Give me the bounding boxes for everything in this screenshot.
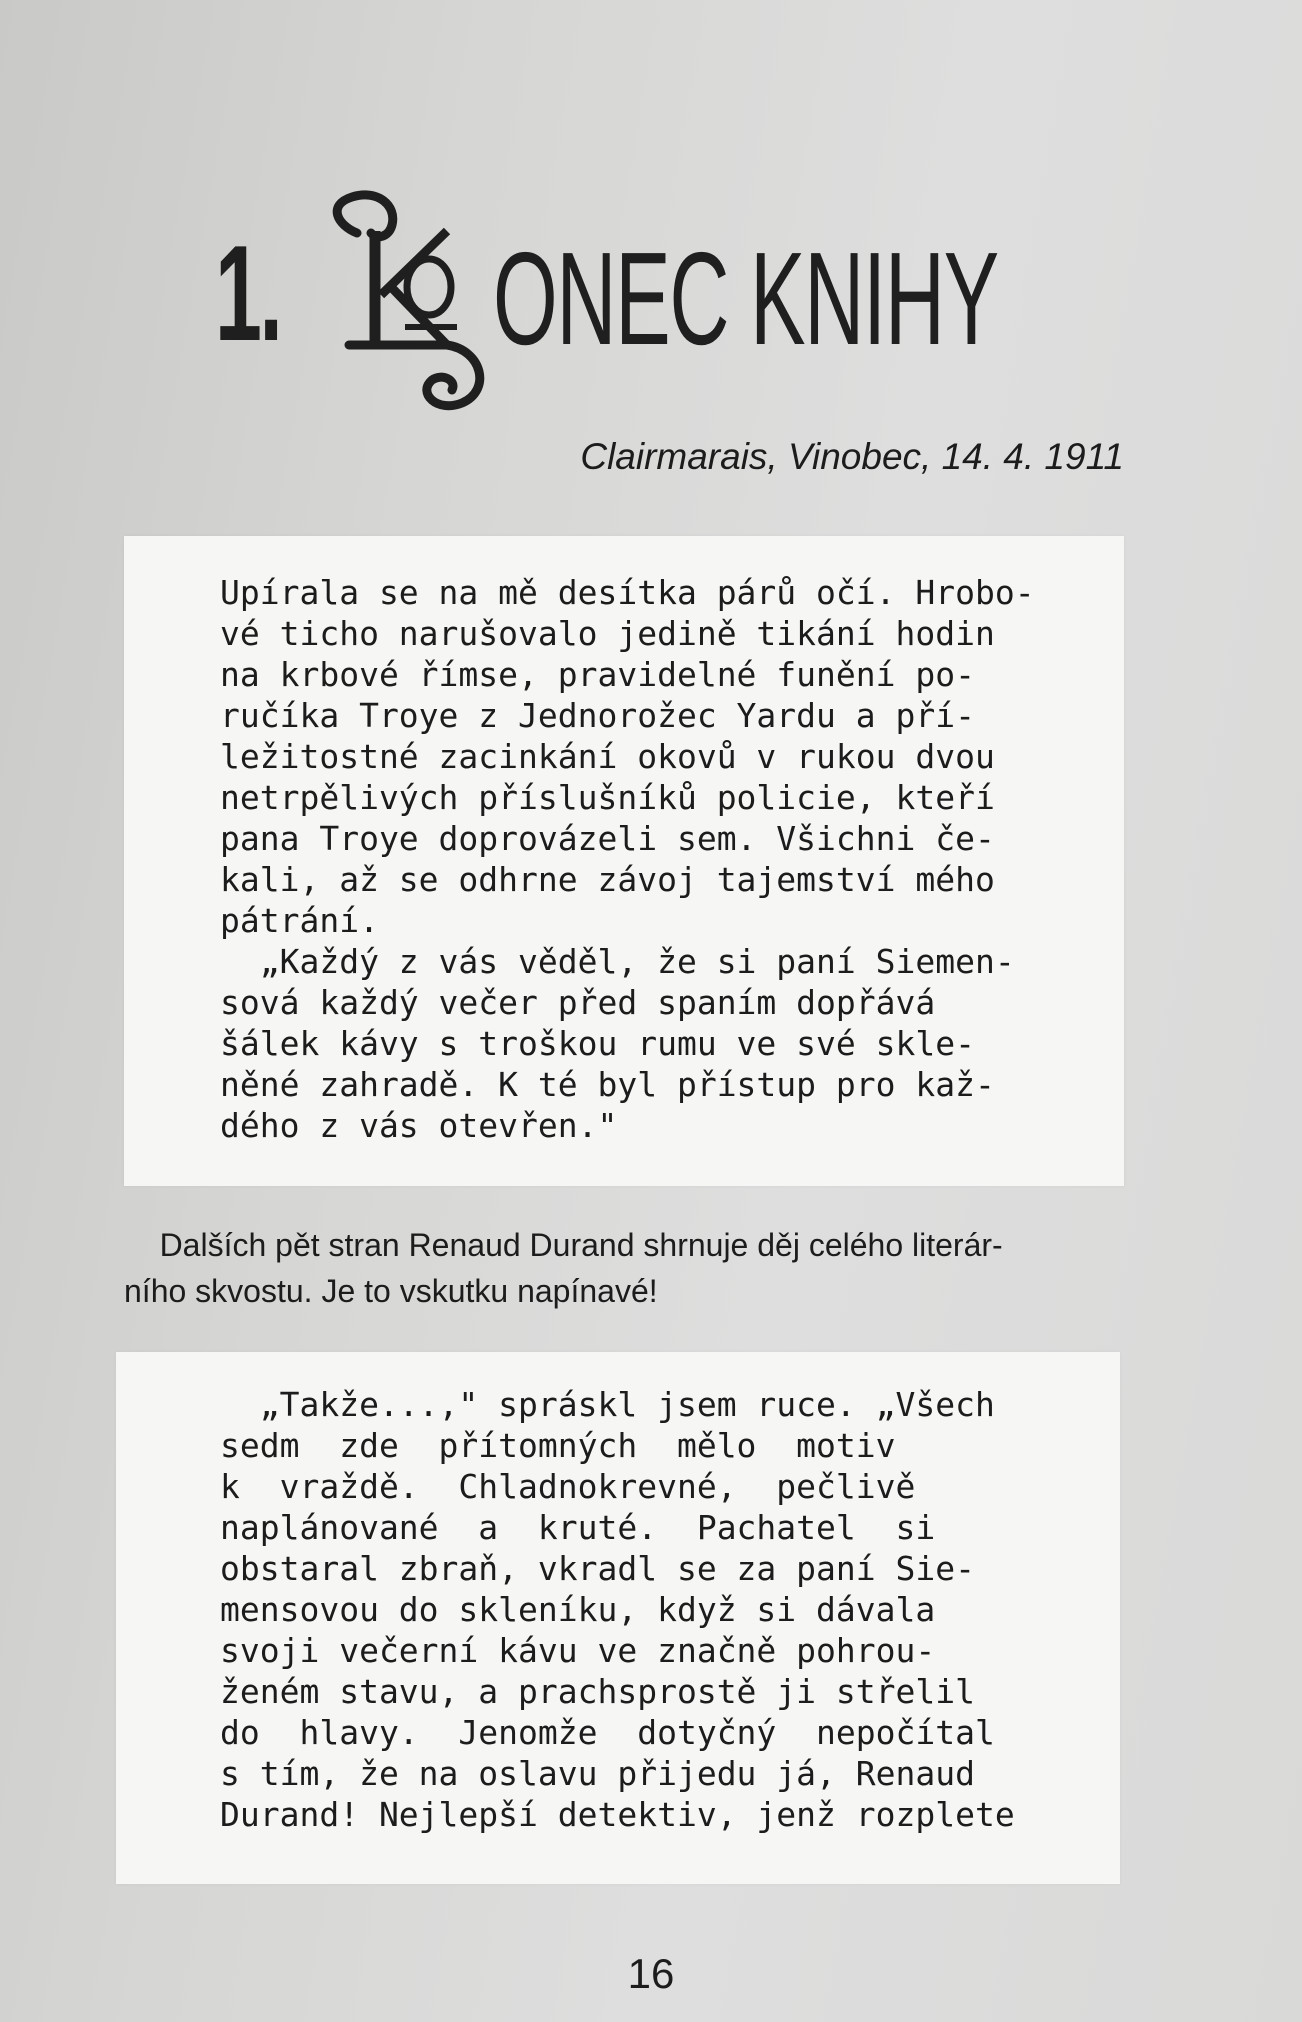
- text-line: mensovou do skleníku, když si dávala: [220, 1590, 936, 1629]
- text-line: ního skvostu. Je to vskutku napínavé!: [124, 1273, 658, 1309]
- text-line: „Takže...," spráskl jsem ruce. „Všech: [220, 1385, 995, 1424]
- text-line: pana Troye doprovázeli sem. Všichni če-: [220, 819, 995, 858]
- text-line: „Každý z vás věděl, že si paní Siemen-: [220, 942, 1015, 981]
- text-line: ženém stavu, a prachsprostě ji střelil: [220, 1672, 975, 1711]
- text-line: sová každý večer před spaním dopřává: [220, 983, 936, 1022]
- text-line: s tím, že na oslavu přijedu já, Renaud: [220, 1754, 975, 1793]
- decorative-initial-k: [297, 185, 497, 415]
- text-line: něné zahradě. K té byl přístup pro kaž-: [220, 1065, 995, 1104]
- quoted-excerpt-box: [116, 1352, 1120, 1884]
- text-line: netrpělivých příslušníků policie, kteří: [220, 778, 995, 817]
- text-line: naplánované a kruté. Pachatel si: [220, 1508, 936, 1547]
- text-line: Dalších pět stran Renaud Durand shrnuje děj celého literár-: [124, 1227, 1003, 1263]
- excerpt-text: [220, 1384, 1015, 1835]
- text-line: dého z vás otevřen.": [220, 1106, 618, 1145]
- page-number: 16: [627, 1950, 675, 1997]
- text-line: ručíka Troye z Jednorožec Yardu a pří-: [220, 696, 975, 735]
- text-line: na krbové římse, pravidelné funění po-: [220, 655, 975, 694]
- quoted-excerpt-box: [124, 536, 1124, 1186]
- body-paragraph: [124, 1222, 1134, 1314]
- chapter-number: 1.: [215, 217, 281, 369]
- text-line: Upírala se na mě desítka párů očí. Hrobo-: [220, 573, 1035, 612]
- text-line: svoji večerní kávu ve značně pohrou-: [220, 1631, 936, 1670]
- text-line: obstaral zbraň, vkradl se za paní Sie-: [220, 1549, 975, 1588]
- text-line: šálek kávy s troškou rumu ve své skle-: [220, 1024, 975, 1063]
- text-line: vé ticho narušovalo jedině tikání hodin: [220, 614, 995, 653]
- chapter-title: [215, 175, 1015, 435]
- text-line: sedm zde přítomných mělo motiv: [220, 1426, 896, 1465]
- text-line: k vraždě. Chladnokrevné, pečlivě: [220, 1467, 916, 1506]
- text-line: Durand! Nejlepší detektiv, jenž rozplete: [220, 1795, 1015, 1834]
- chapter-title-text: ONEC KNIHY: [493, 225, 998, 372]
- dateline: Clairmarais, Vinobec, 14. 4. 1911: [580, 436, 1124, 477]
- text-line: pátrání.: [220, 901, 379, 940]
- text-line: ležitostné zacinkání okovů v rukou dvou: [220, 737, 995, 776]
- excerpt-text: [220, 572, 1035, 1146]
- text-line: do hlavy. Jenomže dotyčný nepočítal: [220, 1713, 995, 1752]
- text-line: kali, až se odhrne závoj tajemství mého: [220, 860, 995, 899]
